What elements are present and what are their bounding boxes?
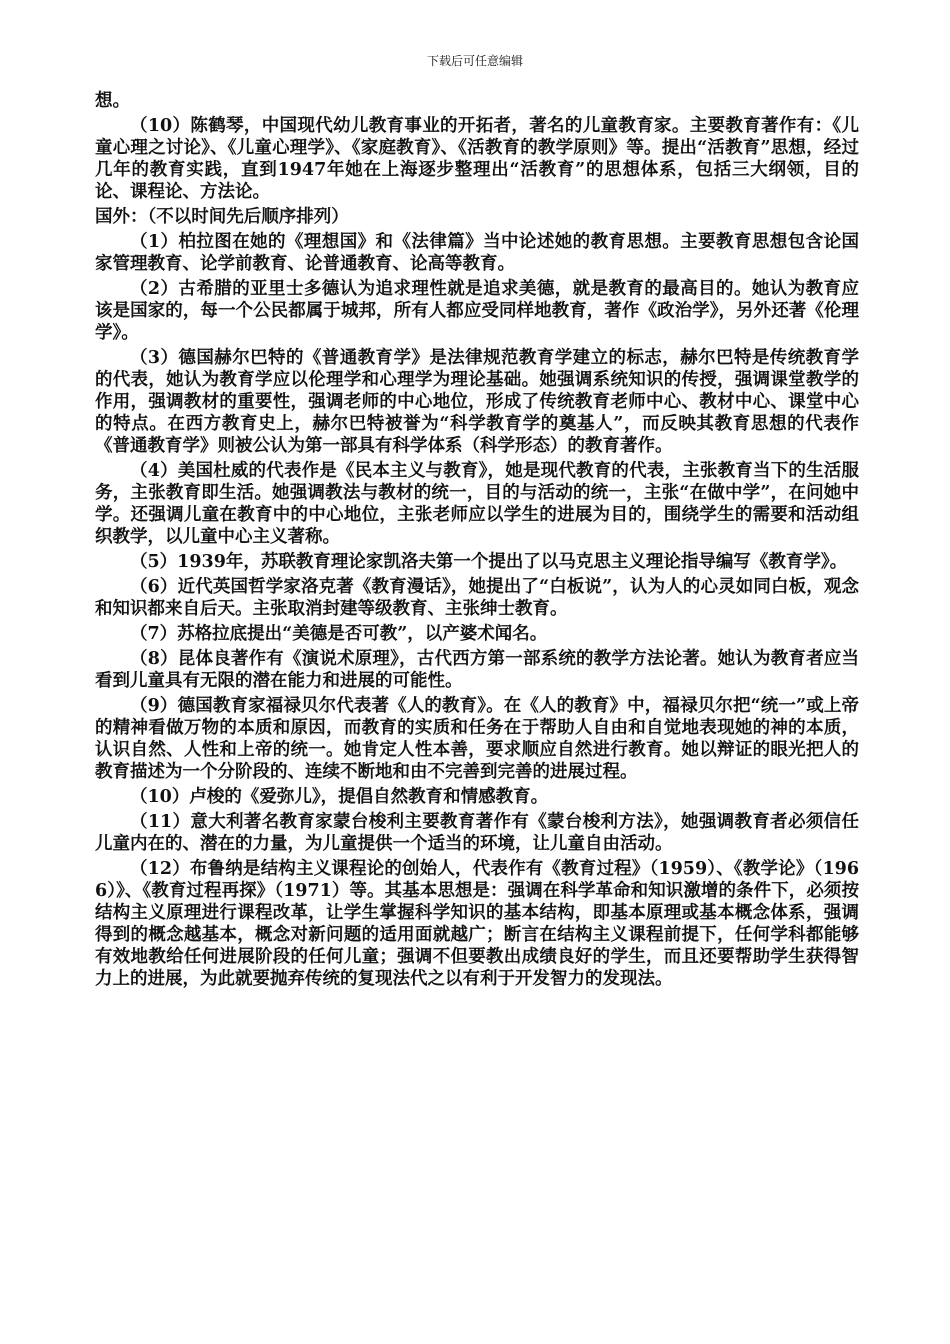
- paragraph-continuation: 想。: [95, 91, 130, 111]
- paragraph-quintilian: （8）昆体良著作有《演说术原理》，古代西方第一部系统的教学方法论著。她认为教育者应当看到儿童具有无限的潜在能力和进展的可能性。: [95, 649, 859, 691]
- section-heading-foreign: 国外：（不以时间先后顺序排列）: [95, 207, 349, 227]
- paragraph-locke: （6）近代英国哲学家洛克著《教育漫话》，她提出了“白板说”，认为人的心灵如同白板，观念和知识都来自后天。主张取消封建等级教育、主张绅士教育。: [95, 577, 859, 619]
- page-header: 下载后可任意编辑: [426, 54, 523, 68]
- paragraph-aristotle: （2）古希腊的亚里士多德认为追求理性就是追求美德，就是教育的最高目的。她认为教育应该是国家的，每一个公民都属于城邦，所有人都应受同样地教育，著作《政治学》，另外还著《伦理学》。: [95, 279, 859, 343]
- paragraph-froebel: （9）德国教育家福禄贝尔代表著《人的教育》。在《人的教育》中，福禄贝尔把“统一”或上帝的精神看做万物的本质和原因，而教育的实质和任务在于帮助人自由和自觉地表现她的神的本质，认识自然、人性和上帝的统一。她肯定人性本善，要求顺应自然进行教育。她以辩证的眼光把人的教育描述为一个分阶段的、连续不断地和由不完善到完善的进展过程。: [95, 696, 859, 782]
- paragraph-socrates: （7）苏格拉底提出“美德是否可教”，以产婆术闻名。: [130, 624, 548, 644]
- paragraph-herbart: （3）德国赫尔巴特的《普通教育学》是法律规范教育学建立的标志，赫尔巴特是传统教育学的代表，她认为教育学应以伦理学和心理学为理论基础。她强调系统知识的传授，强调课堂教学的作用，强调教材的重要性，强调老师的中心地位，形成了传统教育老师中心、教材中心、课堂中心的特点。在西方教育史上，赫尔巴特被誉为“科学教育学的奠基人”，而反映其教育思想的代表作《普通教育学》则被公认为第一部具有科学体系（科学形态）的教育著作。: [95, 348, 859, 456]
- document-body: [95, 90, 859, 993]
- paragraph-bruner: （12）布鲁纳是结构主义课程论的创始人，代表作有《教育过程》（1959）、《教学论》（1966）》、《教育过程再探》（1971）等。其基本思想是：强调在科学革命和知识激增的条件下，必须按结构主义原理进行课程改革，让学生掌握科学知识的基本结构，即基本原理或基本概念体系，强调得到的概念越基本，概念对新问题的适用面就越广；断言在结构主义课程前提下，任何学科都能够有效地教给任何进展阶段的任何儿童；强调不但要教出成绩良好的学生，而且还要帮助学生获得智力上的进展，为此就要抛弃传统的复现法代之以有利于开发智力的发现法。: [95, 859, 859, 989]
- paragraph-chen-heqin: （10）陈鹤琴，中国现代幼儿教育事业的开拓者，著名的儿童教育家。主要教育著作有：《儿童心理之讨论》、《儿童心理学》、《家庭教育》、《活教育的教学原则》等。提出“活教育”思想，经过几年的教育实践，直到1947年她在上海逐步整理出“活教育”的思想体系，包括三大纲领，目的论、课程论、方法论。: [95, 116, 859, 202]
- paragraph-montessori: （11）意大利著名教育家蒙台梭利主要教育著作有《蒙台梭利方法》，她强调教育者必须信任儿童内在的、潜在的力量，为儿童提供一个适当的环境，让儿童自由活动。: [95, 812, 859, 854]
- paragraph-dewey: （4）美国杜威的代表作是《民本主义与教育》，她是现代教育的代表，主张教育当下的生活服务，主张教育即生活。她强调教法与教材的统一，目的与活动的统一，主张“在做中学”，在问她中学。还强调儿童在教育中的中心地位，主张老师应以学生的进展为目的，围绕学生的需要和活动组织教学，以儿童中心主义著称。: [95, 461, 859, 547]
- paragraph-kairov: （5）1939年，苏联教育理论家凯洛夫第一个提出了以马克思主义理论指导编写《教育学》。: [130, 552, 848, 572]
- paragraph-rousseau: （10）卢梭的《爱弥儿》，提倡自然教育和情感教育。: [130, 787, 549, 807]
- paragraph-plato: （1）柏拉图在她的《理想国》和《法律篇》当中论述她的教育思想。主要教育思想包含论国家管理教育、论学前教育、论普通教育、论高等教育。: [95, 232, 859, 274]
